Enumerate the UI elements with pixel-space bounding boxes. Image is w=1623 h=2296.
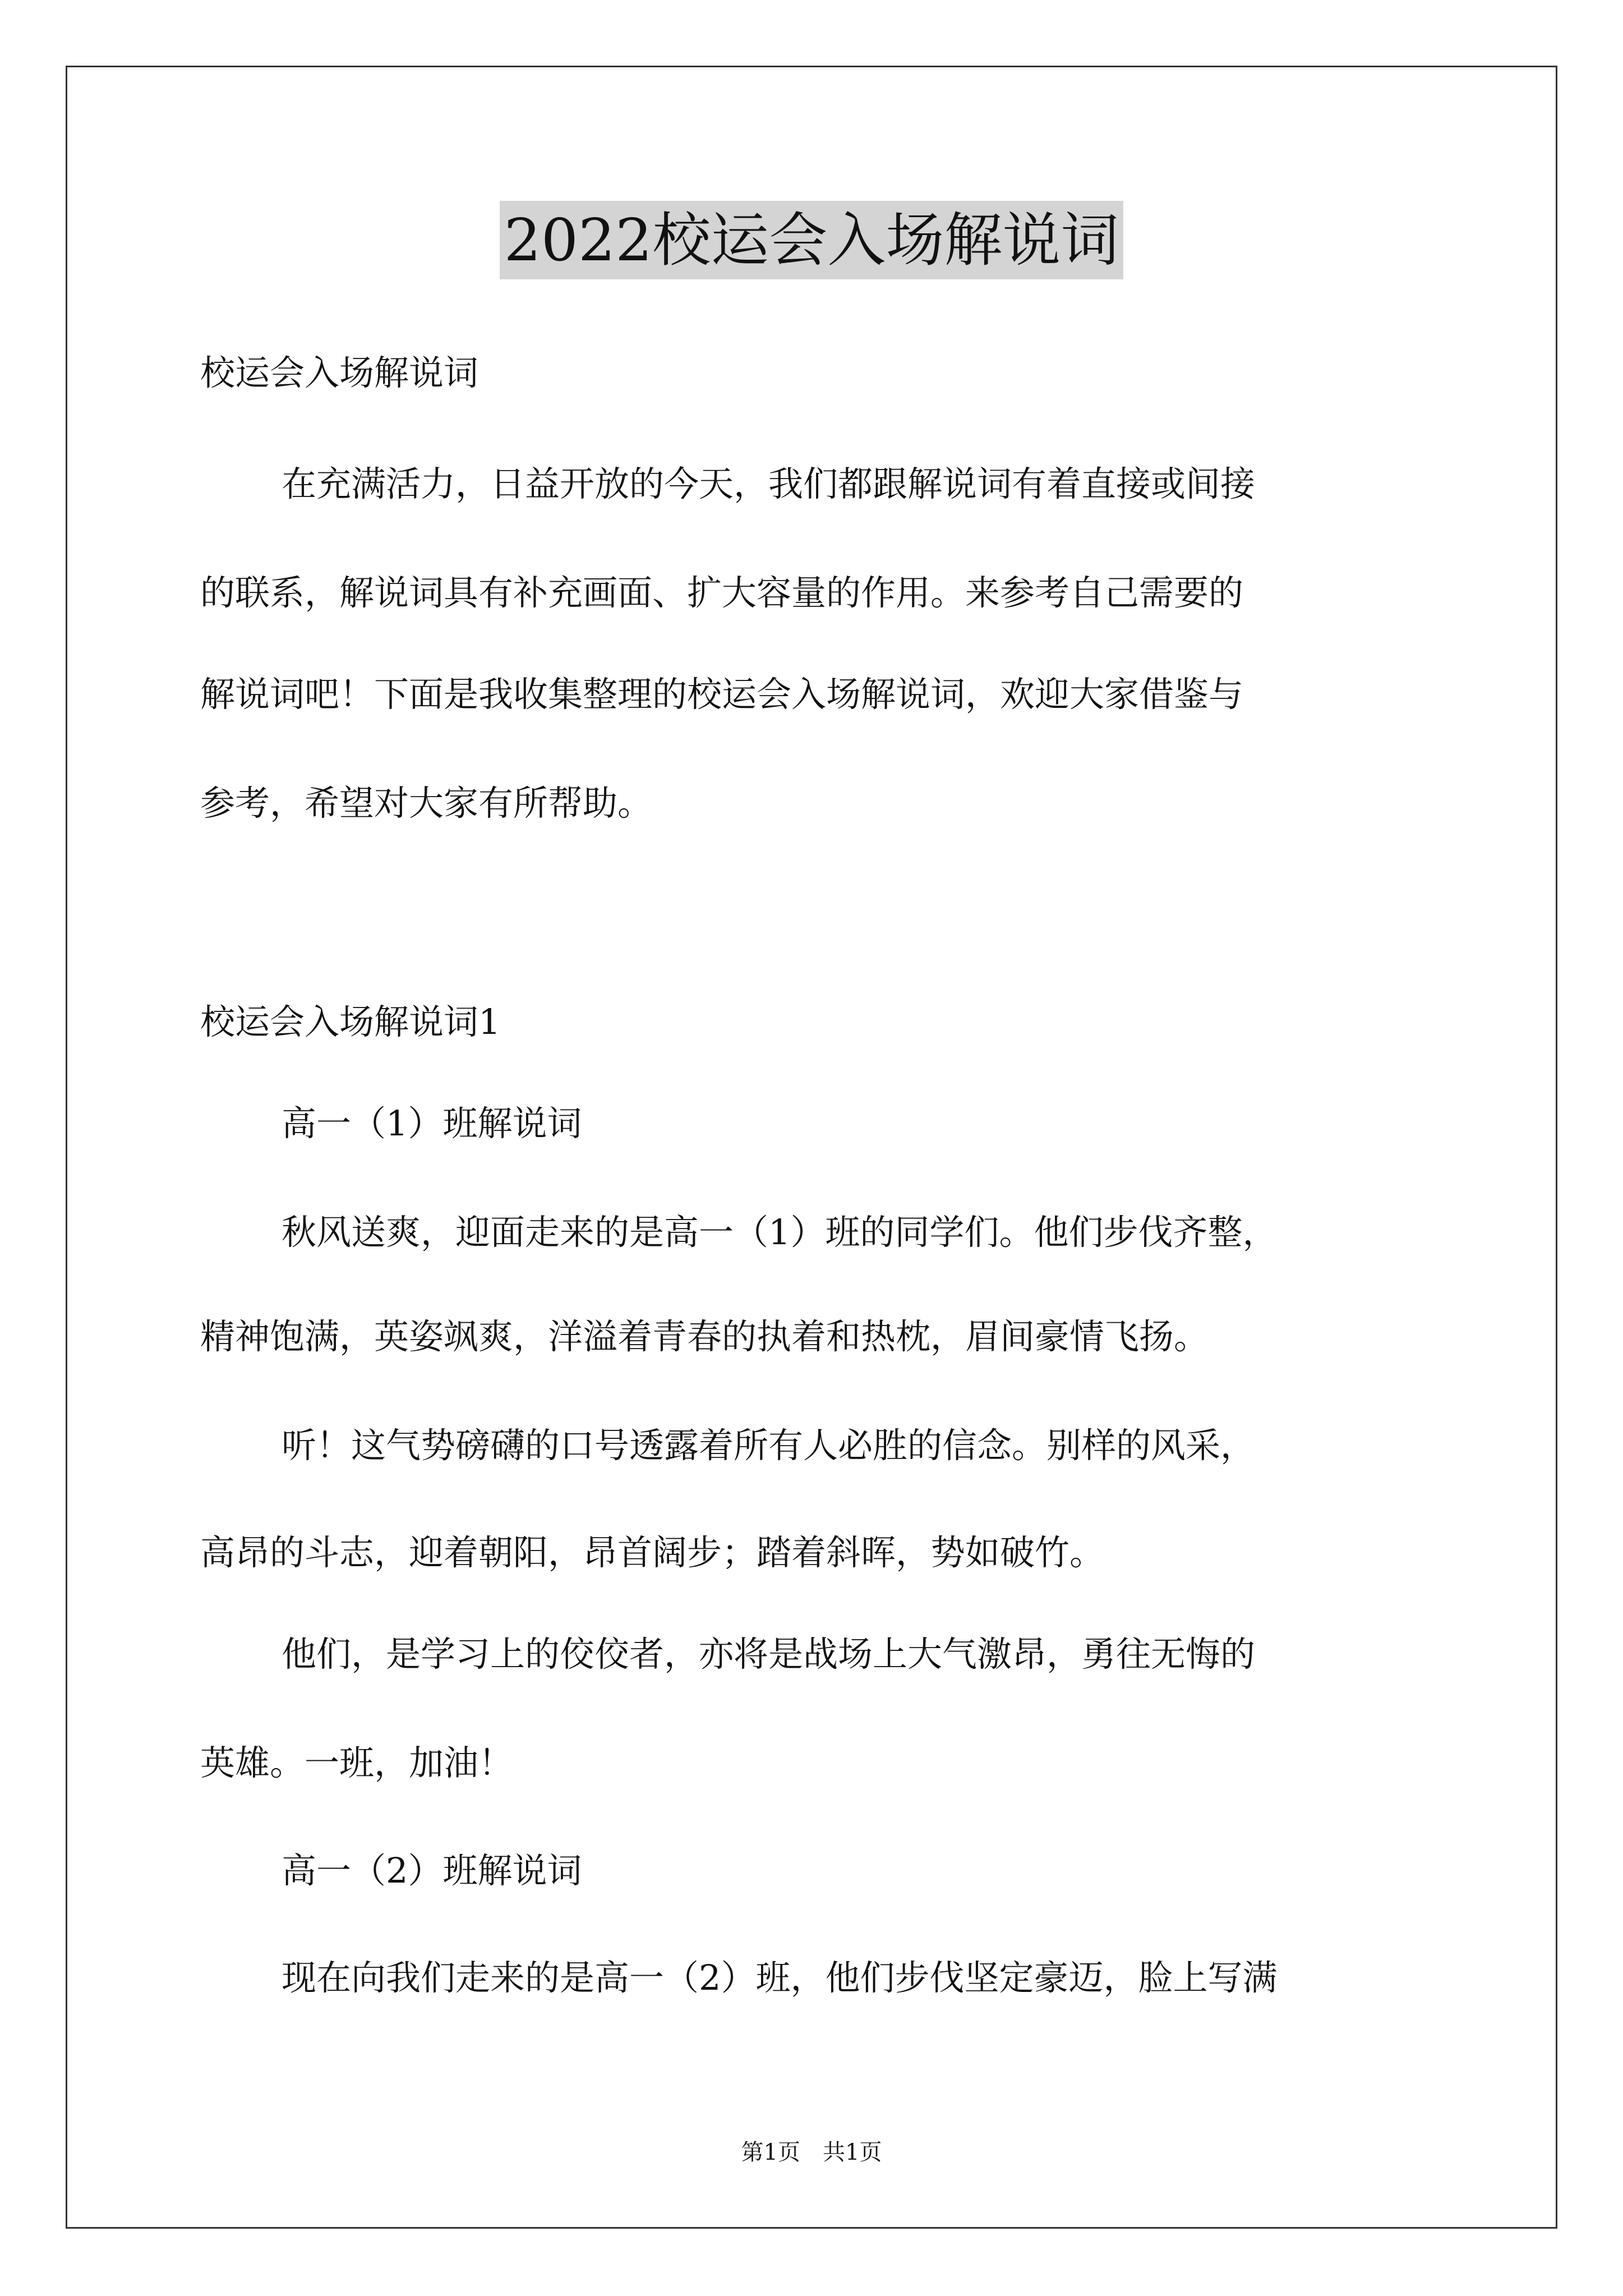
section-heading: 校运会入场解说词1 (200, 1001, 501, 1042)
class-heading: 高一（2）班解说词 (282, 1850, 582, 1891)
paragraph-line: 在充满活力，日益开放的今天，我们都跟解说词有着直接或间接 (282, 463, 1256, 504)
paragraph-line: 现在向我们走来的是高一（2）班，他们步伐坚定豪迈，脸上写满 (282, 1957, 1278, 1998)
paragraph-line: 参考，希望对大家有所帮助。 (200, 783, 653, 823)
title-container (0, 201, 1623, 279)
paragraph-line: 高昂的斗志，迎着朝阳，昂首阔步；踏着斜晖，势如破竹。 (200, 1532, 1105, 1573)
paragraph-line: 的联系，解说词具有补充画面、扩大容量的作用。来参考自己需要的 (200, 572, 1244, 613)
document-title: 2022校运会入场解说词 (500, 201, 1124, 279)
paragraph-line: 他们，是学习上的佼佼者，亦将是战场上大气激昂，勇往无悔的 (282, 1634, 1256, 1674)
subtitle-line: 校运会入场解说词 (200, 352, 479, 393)
page-footer: 第1页 共1页 (741, 2139, 882, 2165)
paragraph-line: 听！这气势磅礴的口号透露着所有人必胜的信念。别样的风采， (282, 1425, 1256, 1466)
class-heading: 高一（1）班解说词 (282, 1103, 582, 1144)
paragraph-line: 精神饱满，英姿飒爽，洋溢着青春的执着和热枕，眉间豪情飞扬。 (200, 1316, 1209, 1357)
paragraph-line: 秋风送爽，迎面走来的是高一（1）班的同学们。他们步伐齐整， (282, 1212, 1278, 1253)
paragraph-line: 解说词吧！下面是我收集整理的校运会入场解说词，欢迎大家借鉴与 (200, 674, 1244, 715)
paragraph-line: 英雄。一班，加油！ (200, 1742, 514, 1783)
